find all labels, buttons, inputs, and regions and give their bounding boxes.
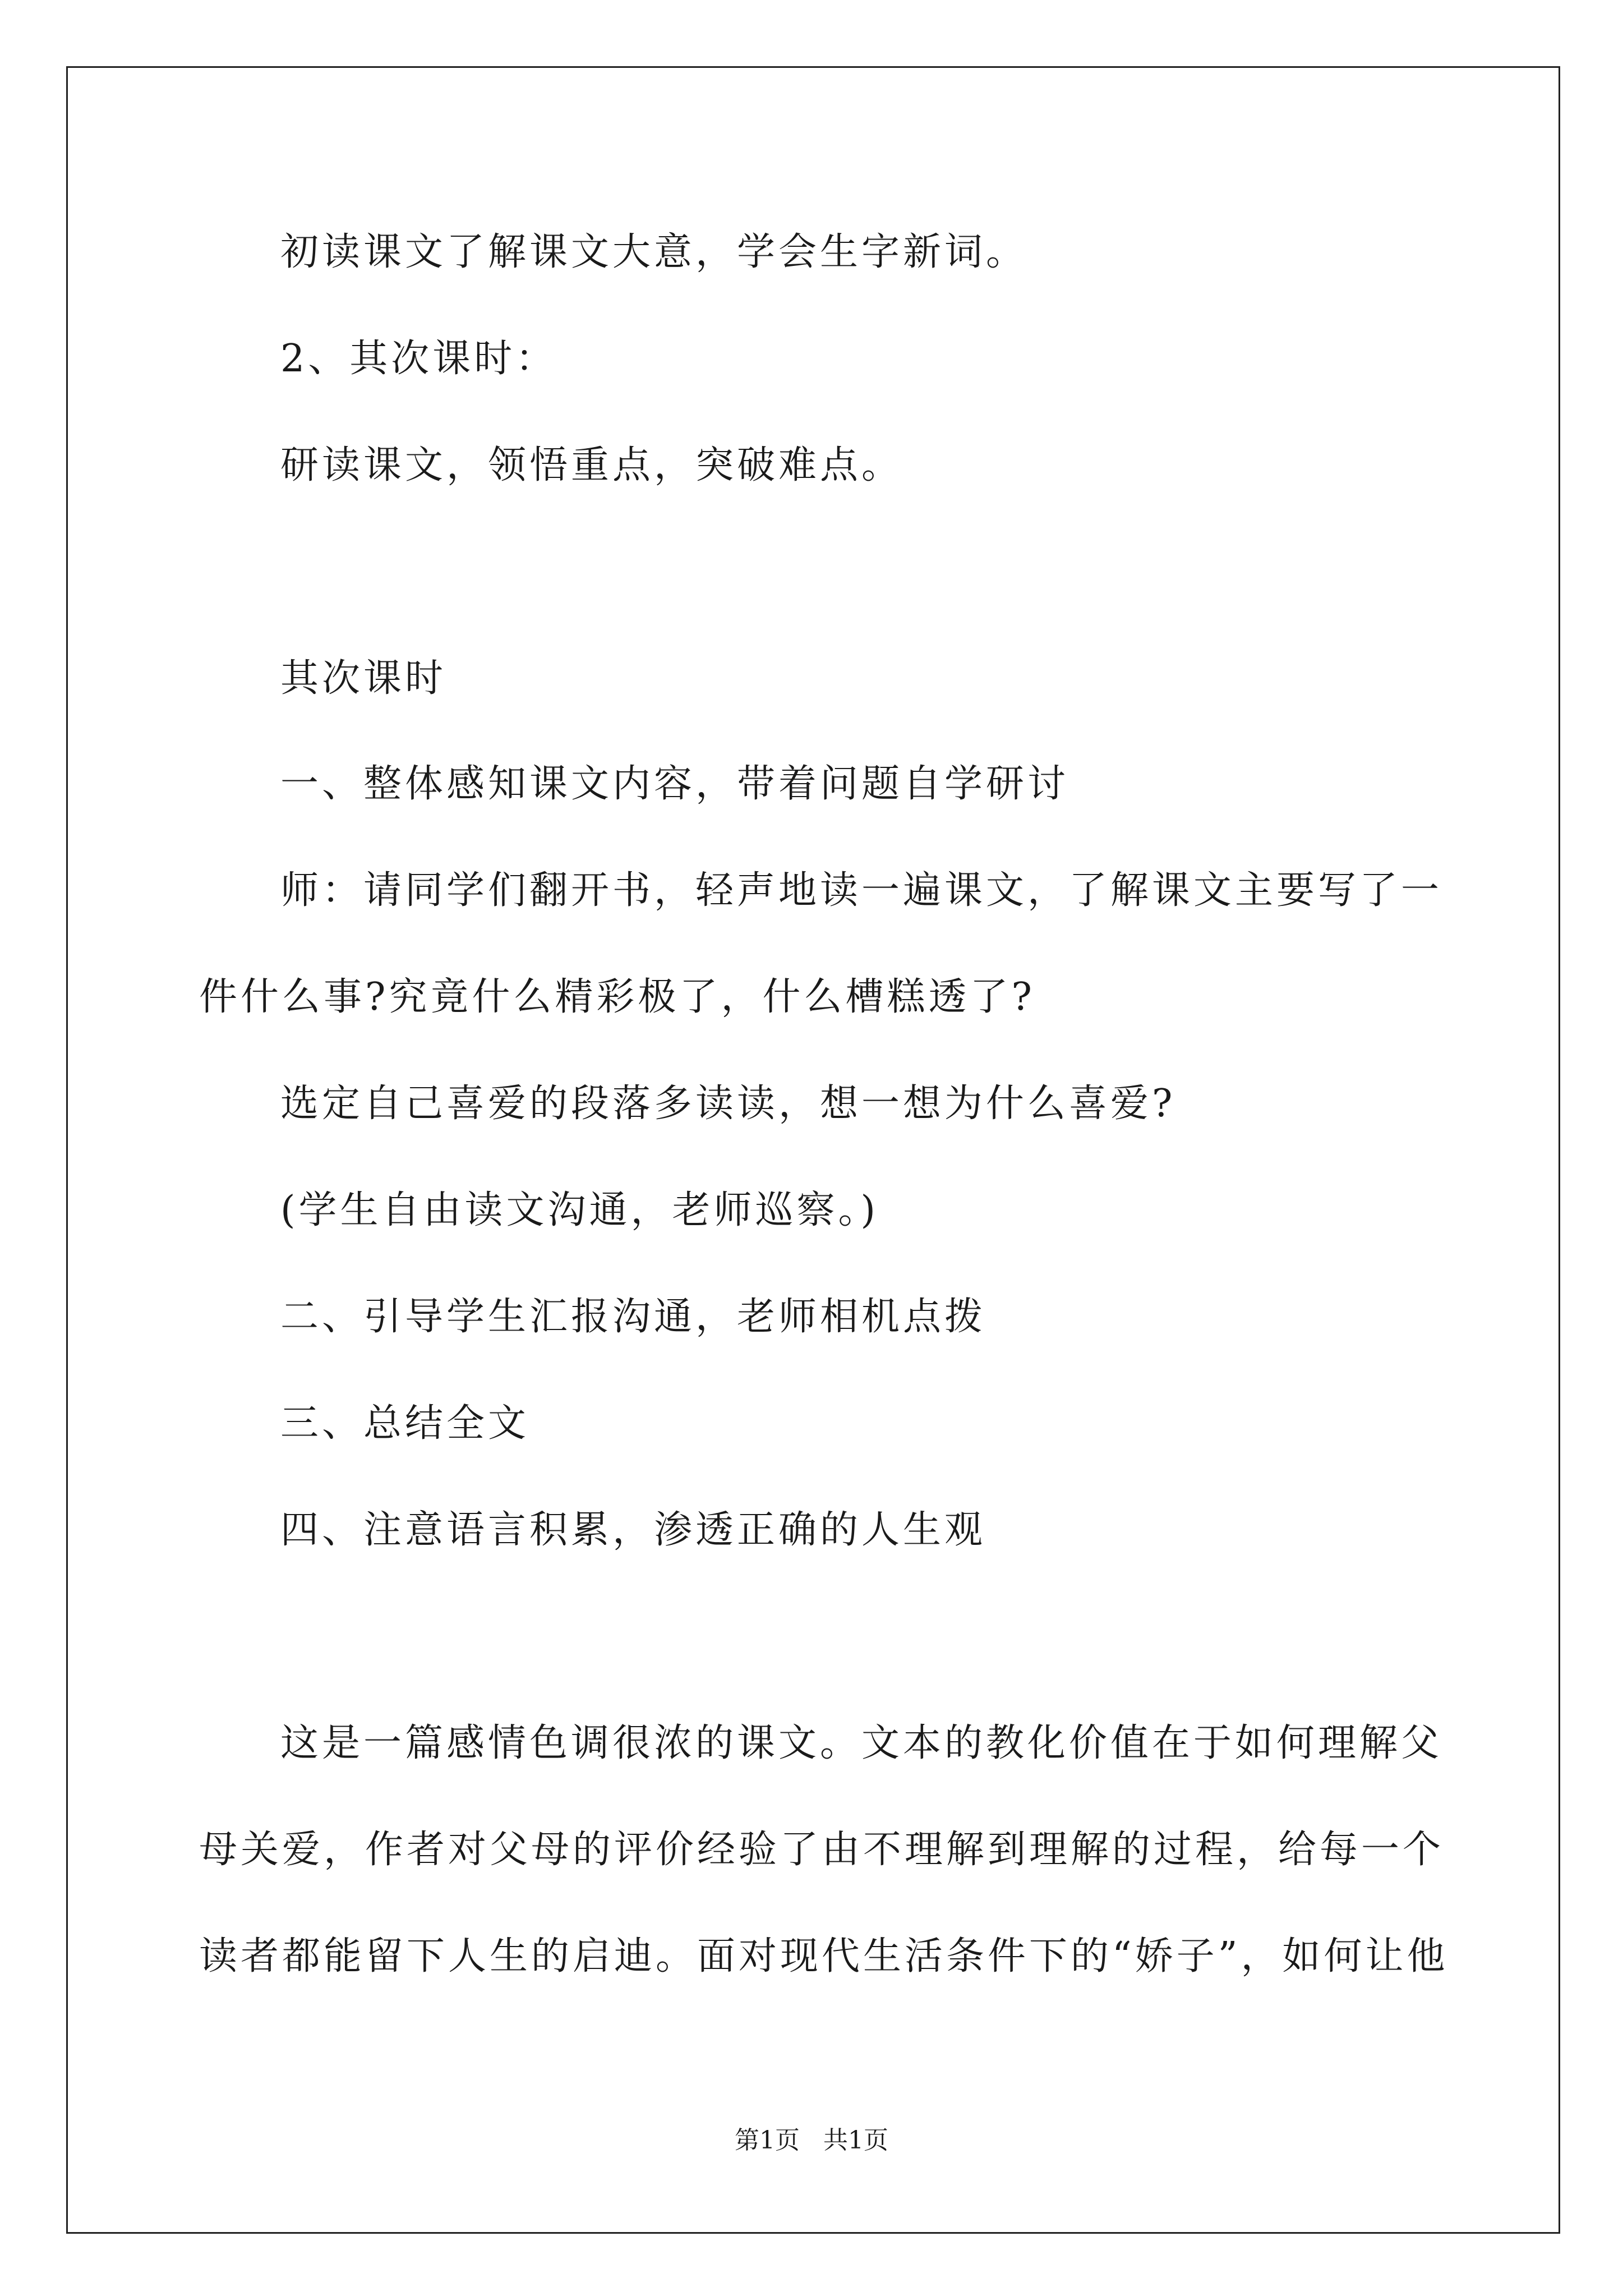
page-border: [66, 66, 1560, 2234]
text-line-10: 二、引导学生汇报沟通，老师相机点拨: [280, 1295, 986, 1339]
text-line-1: 初读课文了解课文大意，学会生字新词。: [280, 230, 1028, 274]
section-heading: 其次课时: [280, 656, 447, 701]
text-line-15: 读者都能留下人生的启迪。面对现代生活条件下的“娇子”，如何让他: [199, 1934, 1449, 1978]
text-line-8: 选定自己喜爱的段落多读读，想一想为什么喜爱?: [280, 1082, 1176, 1126]
text-line-5: 一、整体感知课文内容，带着问题自学研讨: [280, 762, 1069, 806]
text-line-11: 三、总结全文: [280, 1401, 530, 1446]
text-line-12: 四、注意语言积累，渗透正确的人生观: [280, 1508, 986, 1552]
page-footer: 第1页 共1页: [735, 2126, 888, 2155]
text-line-6: 师：请同学们翻开书，轻声地读一遍课文，了解课文主要写了一: [280, 868, 1443, 913]
text-line-9: (学生自由读文沟通，老师巡察。): [280, 1188, 879, 1232]
text-line-13: 这是一篇感情色调很浓的课文。文本的教化价值在于如何理解父: [280, 1721, 1443, 1765]
text-line-14: 母关爱，作者对父母的评价经验了由不理解到理解的过程，给每一个: [199, 1828, 1445, 1872]
text-line-2: 2、其次课时：: [280, 337, 557, 381]
text-line-3: 研读课文，领悟重点，突破难点。: [280, 443, 903, 487]
text-line-7: 件什么事?究竟什么精彩极了，什么槽糕透了?: [199, 975, 1035, 1019]
